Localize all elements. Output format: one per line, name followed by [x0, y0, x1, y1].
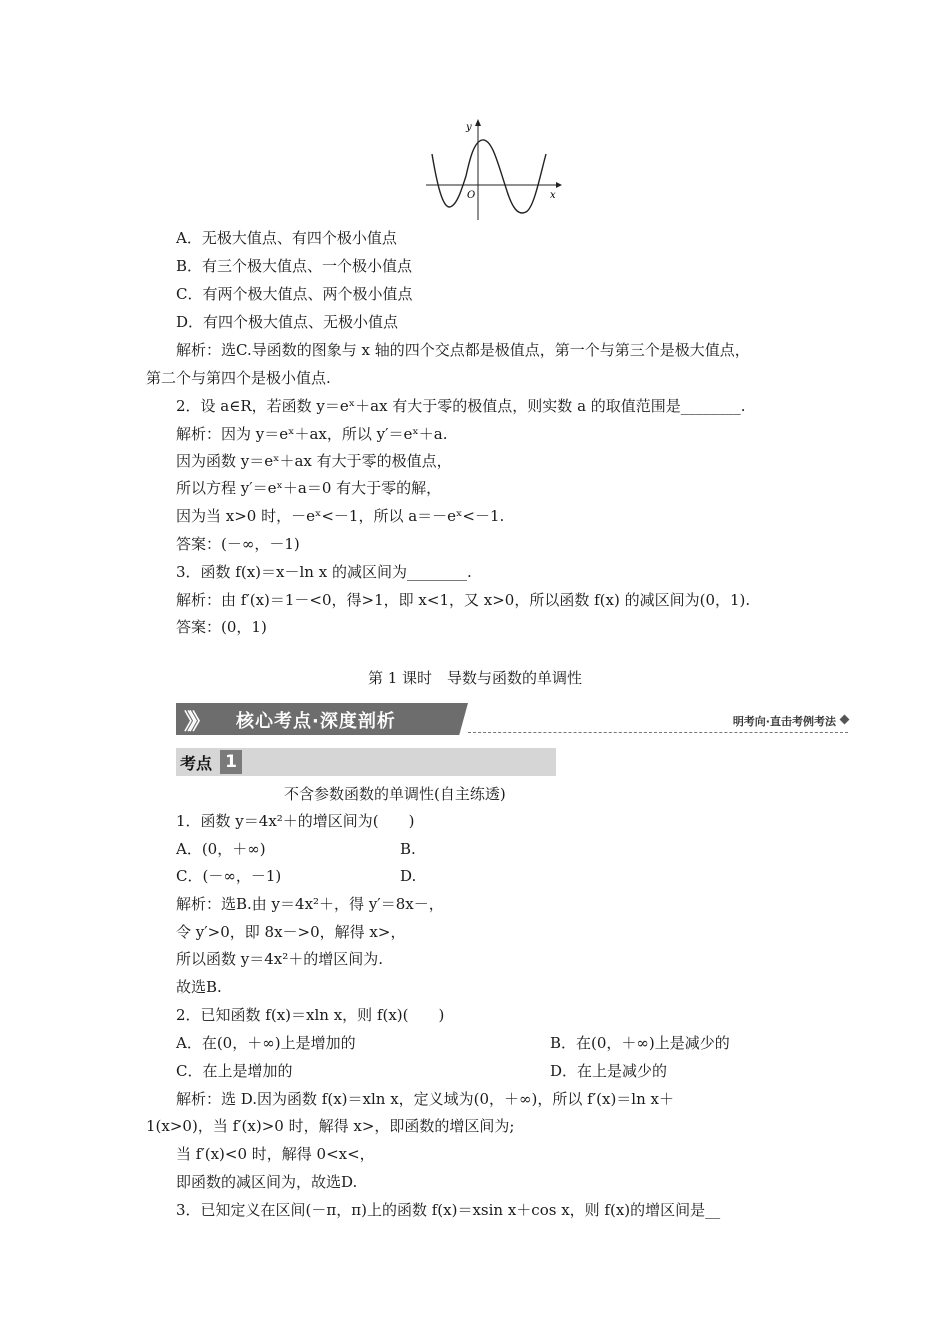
q2-analysis-line4: 因为当 x>0 时，－eˣ<－1，所以 a＝－eˣ<－1. [176, 507, 505, 525]
double-chevron-icon: 》》 [184, 710, 206, 735]
p2-option-c: C．在上是增加的 [176, 1062, 293, 1080]
section-banner [176, 703, 848, 735]
q2-answer: 答案：(－∞，－1) [176, 535, 300, 553]
q1-option-b: B．有三个极大值点、一个极小值点 [176, 257, 413, 275]
curve [432, 140, 546, 213]
p1-option-a: A．(0，＋∞) [176, 840, 266, 858]
p1-option-b: B. [400, 840, 416, 858]
banner-title: 核心考点·深度剖析 [236, 711, 396, 732]
p1-option-d: D. [400, 867, 417, 885]
q1-option-c: C．有两个极大值点、两个极小值点 [176, 285, 413, 303]
p1-analysis-line4: 故选B. [176, 978, 222, 996]
diamond-icon [840, 715, 850, 725]
q2-analysis-line1: 解析：因为 y＝eˣ＋ax，所以 y′＝eˣ＋a. [176, 425, 448, 443]
p2-option-a: A．在(0，＋∞)上是增加的 [176, 1034, 356, 1052]
q2-analysis-line2: 因为函数 y＝eˣ＋ax 有大于零的极值点， [176, 452, 452, 470]
q3-answer: 答案：(0，1) [176, 618, 267, 636]
banner-divider [468, 732, 848, 733]
p1-analysis-line3: 所以函数 y＝4x²＋的增区间为. [176, 950, 384, 968]
x-axis-label: x [550, 190, 556, 201]
q3-analysis: 解析：由 f′(x)＝1－<0，得>1，即 x<1，又 x>0，所以函数 f(x) 的减区间为(0，1). [176, 591, 751, 609]
p2-analysis-line3: 当 f′(x)<0 时，解得 0<x<， [176, 1145, 375, 1163]
q1-option-a: A．无极大值点、有四个极小值点 [176, 229, 397, 247]
topic-label: 考点 [180, 754, 213, 773]
origin-label: O [467, 190, 476, 201]
q3-stem: 3．函数 f(x)＝x－ln x 的减区间为________. [176, 563, 472, 581]
x-axis-arrow [556, 182, 562, 188]
p2-analysis-line2: 1(x>0)，当 f′(x)>0 时，解得 x>，即函数的增区间为; [146, 1117, 515, 1135]
p3-stem: 3．已知定义在区间(－π，π)上的函数 f(x)＝xsin x＋cos x，则 f(x)的增区间是__ [176, 1201, 721, 1219]
topic-header [176, 748, 556, 776]
p1-option-c: C．(－∞，－1) [176, 867, 282, 885]
p2-analysis-line1: 解析：选 D.因为函数 f(x)＝xln x，定义域为(0，＋∞)，所以 f′(x)＝ln x＋ [176, 1090, 674, 1108]
q1-analysis-line1: 解析：选C.导函数的图象与 x 轴的四个交点都是极值点，第一个与第三个是极大值点， [176, 341, 750, 359]
q2-analysis-line3: 所以方程 y′＝eˣ＋a＝0 有大于零的解， [176, 479, 442, 497]
p1-stem: 1．函数 y＝4x²＋的增区间为( ) [176, 812, 415, 830]
banner-subtitle: 明考向·直击考例考法 [732, 715, 836, 728]
p2-stem: 2．已知函数 f(x)＝xln x，则 f(x)( ) [176, 1006, 445, 1024]
y-axis-arrow [475, 119, 481, 126]
p2-analysis-line4: 即函数的减区间为，故选D. [176, 1173, 358, 1191]
q1-option-d: D．有四个极大值点、无极小值点 [176, 313, 399, 331]
topic-number: 1 [220, 750, 242, 774]
p1-analysis-line2: 令 y′>0，即 8x－>0，解得 x>， [176, 923, 406, 941]
q1-analysis-line2: 第二个与第四个是极小值点. [146, 369, 331, 387]
derivative-graph [422, 118, 562, 222]
lesson-title: 第 1 课时 导数与函数的单调性 [367, 669, 583, 687]
p2-option-b: B．在(0，＋∞)上是减少的 [550, 1034, 730, 1052]
p1-analysis-line1: 解析：选B.由 y＝4x²＋，得 y′＝8x－， [176, 895, 444, 913]
q2-stem: 2．设 a∈R，若函数 y＝eˣ＋ax 有大于零的极值点，则实数 a 的取值范围是________. [176, 397, 746, 415]
y-axis-label: y [466, 122, 472, 133]
p2-option-d: D．在上是减少的 [550, 1062, 668, 1080]
section-title: 不含参数函数的单调性(自主练透) [284, 785, 506, 803]
